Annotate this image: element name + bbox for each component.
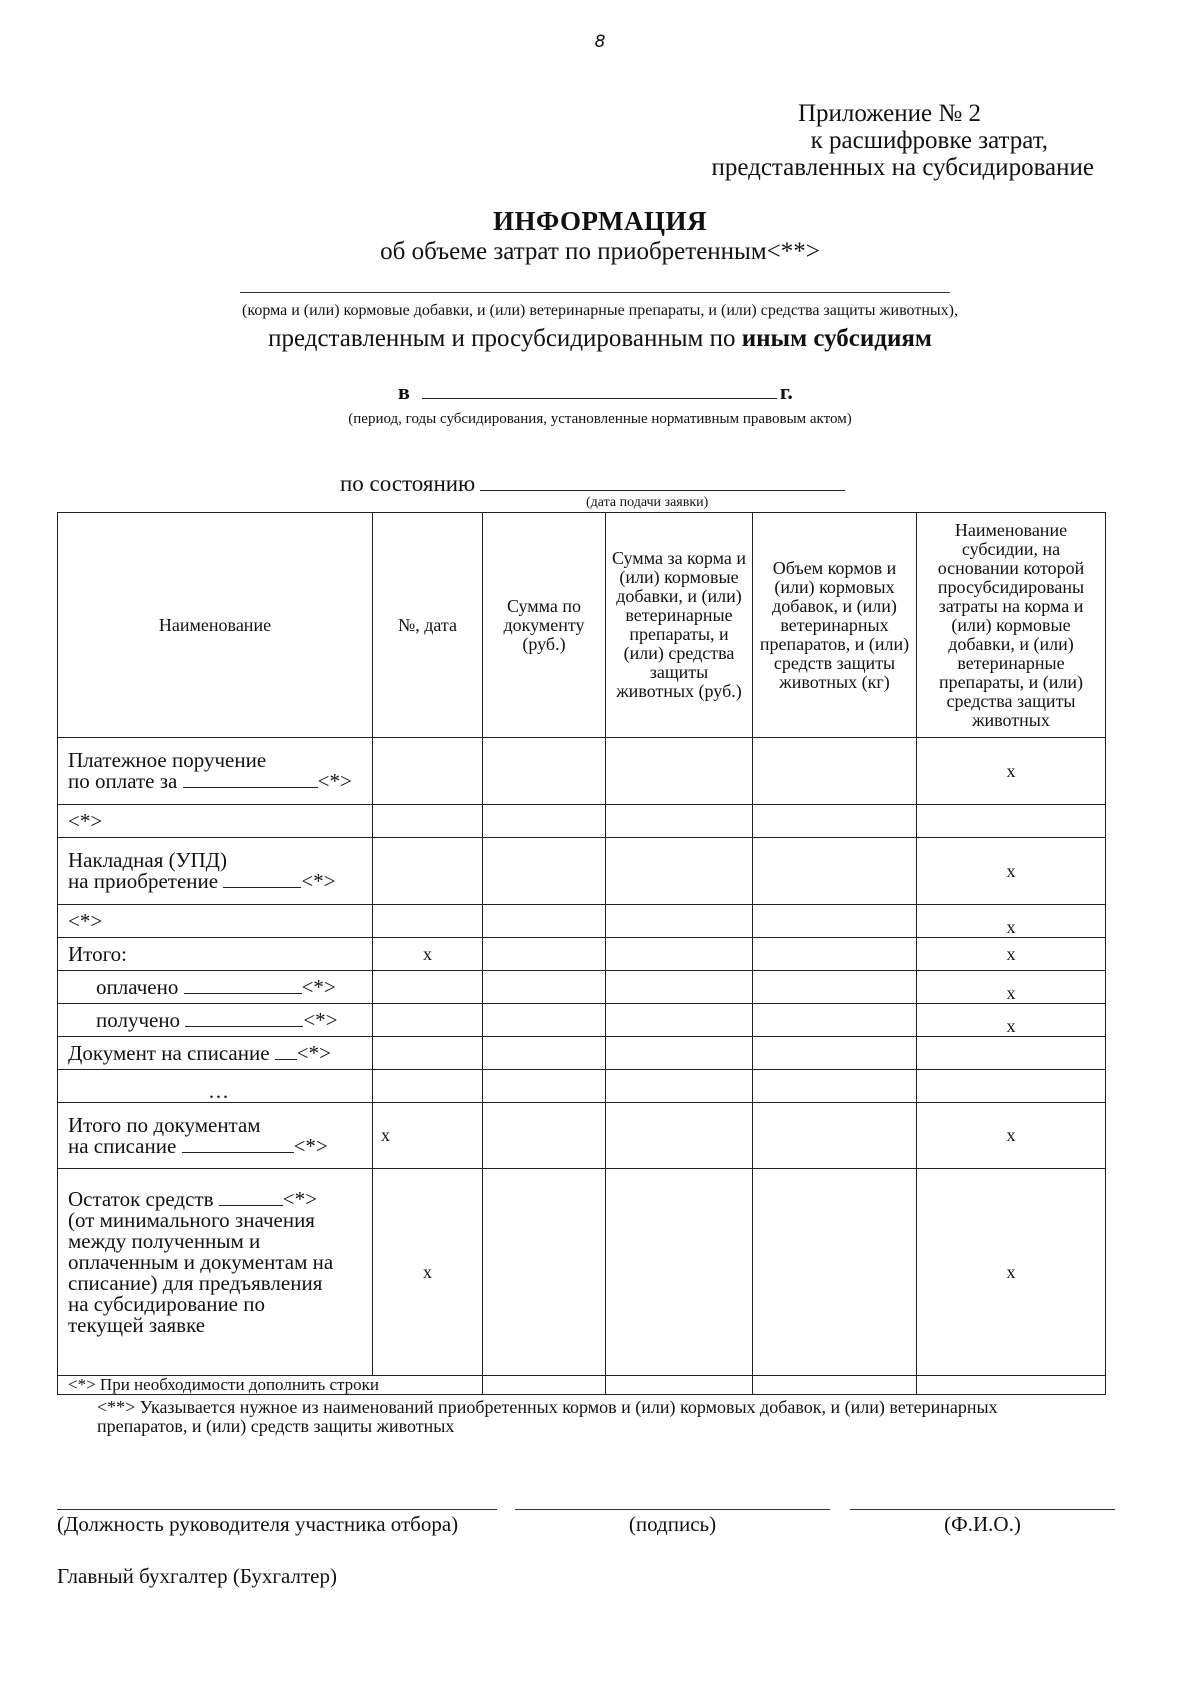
payment-fill-line [183, 771, 318, 788]
cell-input[interactable] [606, 1169, 753, 1376]
cell-input[interactable] [606, 1070, 753, 1103]
position-signature-line [57, 1509, 497, 1510]
total-writeoff-fill-line [182, 1136, 294, 1153]
document-title: ИНФОРМАЦИЯ [493, 206, 707, 236]
cell-input[interactable] [483, 1004, 606, 1037]
payment-line-1: Платежное поручение [68, 748, 267, 772]
appendix-line-2: к расшифровке затрат, [810, 127, 1048, 154]
table-row [58, 805, 1106, 838]
cell-input[interactable] [373, 738, 483, 805]
invoice-fill-line [223, 871, 301, 888]
date-note: (дата подачи заявки) [586, 495, 709, 510]
invoice-line-1: Накладная (УПД) [68, 848, 227, 872]
paid-fill-line [184, 977, 302, 994]
cell-input[interactable] [373, 1004, 483, 1037]
header-subsidy-name: Наименование субсидии, на основании которой просубсидированы затраты на корма и (или) кормовые добавки, и (или) ветеринарные препараты, и (или) средства защиты животных [917, 513, 1106, 738]
received-label: получено [96, 1007, 181, 1032]
cell-input[interactable] [373, 905, 483, 938]
chief-accountant-label: Главный бухгалтер (Бухгалтер) [57, 1564, 337, 1588]
signature-label: (подпись) [628, 1512, 717, 1536]
cell-x: x [917, 838, 1106, 905]
cell-input[interactable] [753, 1070, 917, 1103]
row-label-received [58, 1004, 373, 1037]
table-row [58, 738, 1106, 805]
cell-x: x [373, 1169, 483, 1376]
row-label-writeoff [58, 1037, 373, 1070]
total-writeoff-line-2: на списание [68, 1133, 177, 1158]
table-row [58, 938, 1106, 971]
cell-x: x [373, 1103, 483, 1169]
footnote-double-star: <**> Указывается нужное из наименований приобретенных кормов и (или) кормовых добавок, и (или) ветеринарных препаратов, и (или) средств защиты животных [97, 1397, 998, 1436]
cell-x: x [373, 938, 483, 971]
expense-table [57, 512, 1106, 1395]
cell-input[interactable] [483, 838, 606, 905]
cell-input[interactable] [373, 971, 483, 1004]
name-signature-line [850, 1509, 1115, 1510]
period-prefix: в [398, 379, 410, 404]
appendix-heading [711, 100, 1094, 181]
cell-x: x [917, 938, 1106, 971]
cell-input[interactable] [753, 1004, 917, 1037]
cell-input[interactable] [606, 1103, 753, 1169]
cell-input[interactable] [606, 1004, 753, 1037]
table-footnote-row [58, 1376, 1106, 1395]
cell-input[interactable] [483, 971, 606, 1004]
paid-star: <*> [301, 974, 336, 999]
cell-input[interactable] [483, 905, 606, 938]
table-row [58, 1070, 1106, 1103]
products-fill-line [240, 292, 950, 293]
balance-line-1: Остаток средств [68, 1187, 214, 1211]
cell-input[interactable] [606, 971, 753, 1004]
cell-input[interactable] [606, 905, 753, 938]
cell-input[interactable] [606, 838, 753, 905]
cell-input[interactable] [753, 938, 917, 971]
period-suffix: г. [779, 379, 793, 404]
row-label-star: <*> [58, 905, 373, 938]
cell-input[interactable] [606, 1037, 753, 1070]
table-header-row [58, 513, 1106, 738]
cell-x: x [917, 971, 1106, 1004]
writeoff-label: Документ на списание [68, 1040, 270, 1065]
period-fill-line [422, 376, 777, 399]
page-number: 8 [594, 32, 606, 52]
table-row [58, 1103, 1106, 1169]
cell-input[interactable] [753, 971, 917, 1004]
invoice-star: <*> [301, 869, 336, 893]
row-label-star: <*> [58, 805, 373, 838]
header-name: Наименование [58, 513, 373, 738]
table-row [58, 971, 1106, 1004]
cell-input[interactable] [753, 738, 917, 805]
name-label: (Ф.И.О.) [944, 1512, 1021, 1536]
row-label-ellipsis: … [58, 1070, 373, 1103]
appendix-line-1: Приложение № 2 [797, 100, 981, 127]
date-fill-line [480, 470, 845, 491]
table-row [58, 838, 1106, 905]
total-writeoff-star: <*> [293, 1133, 328, 1158]
row-label-invoice [58, 838, 373, 905]
payment-star: <*> [317, 769, 352, 793]
cell-x: x [917, 738, 1106, 805]
balance-description: (от минимального значения между полученным и оплаченным и документам на списание) для предъявления на субсидирование по текущей заявке [68, 1208, 334, 1337]
cell-input[interactable] [917, 805, 1106, 838]
cell-input[interactable] [753, 905, 917, 938]
cell-input[interactable] [483, 938, 606, 971]
cell-x: x [917, 1169, 1106, 1376]
balance-fill-line [219, 1189, 283, 1206]
signature-line [515, 1509, 830, 1510]
header-feed-volume: Объем кормов и (или) кормовых добавок, и (или) ветеринарных препаратов, и (или) средств защиты животных (кг) [753, 513, 917, 738]
cell-input[interactable] [917, 1037, 1106, 1070]
cell-input[interactable] [483, 738, 606, 805]
row-label-balance [58, 1169, 373, 1376]
represented-bold: иным субсидиям [741, 325, 932, 352]
invoice-line-2: на приобретение [68, 869, 219, 893]
row-label-paid [58, 971, 373, 1004]
table-footnote: <*> При необходимости дополнить строки [58, 1376, 483, 1395]
writeoff-fill-line [275, 1043, 297, 1060]
header-number-date: №, дата [373, 513, 483, 738]
appendix-line-3: представленных на субсидирование [711, 154, 1094, 181]
row-label-payment [58, 738, 373, 805]
table-row [58, 1169, 1106, 1376]
represented-line [0, 325, 1200, 353]
state-row [340, 470, 845, 497]
cell-input[interactable] [753, 805, 917, 838]
cell-input[interactable] [483, 1103, 606, 1169]
cell-input[interactable] [483, 1037, 606, 1070]
cell-input[interactable] [606, 805, 753, 838]
document-subtitle: об объеме затрат по приобретенным<**> [380, 238, 820, 265]
position-label: (Должность руководителя участника отбора) [57, 1512, 459, 1536]
table-row [58, 905, 1106, 938]
period-note: (период, годы субсидирования, установленные нормативным правовым актом) [348, 411, 852, 427]
cell-input[interactable] [483, 805, 606, 838]
cell-input[interactable] [483, 1070, 606, 1103]
balance-star: <*> [282, 1187, 317, 1211]
cell-input[interactable] [606, 938, 753, 971]
paid-label: оплачено [96, 974, 179, 999]
cell-input[interactable] [606, 738, 753, 805]
cell-input[interactable] [753, 1037, 917, 1070]
products-note: (корма и (или) кормовые добавки, и (или) ветеринарные препараты, и (или) средства защиты животных), [242, 302, 958, 319]
writeoff-star: <*> [296, 1040, 331, 1065]
header-feed-sum: Сумма за корма и (или) кормовые добавки, и (или) ветеринарные препараты, и (или) средства защиты животных (руб.) [606, 513, 753, 738]
cell-input[interactable] [373, 838, 483, 905]
total-writeoff-line-1: Итого по документам [68, 1112, 261, 1137]
cell-input[interactable] [917, 1070, 1106, 1103]
period-row [398, 376, 793, 405]
row-label-total-writeoff [58, 1103, 373, 1169]
cell-input[interactable] [753, 838, 917, 905]
cell-input[interactable] [373, 1037, 483, 1070]
cell-x: x [917, 1103, 1106, 1169]
cell-x: x [917, 1004, 1106, 1037]
table-row [58, 1037, 1106, 1070]
cell-input[interactable] [373, 805, 483, 838]
cell-input[interactable] [753, 1169, 917, 1376]
represented-text: представленным и просубсидированным по [268, 325, 742, 352]
received-star: <*> [303, 1007, 338, 1032]
cell-input[interactable] [483, 1169, 606, 1376]
cell-input[interactable] [753, 1103, 917, 1169]
header-doc-sum: Сумма по документу (руб.) [483, 513, 606, 738]
row-label-total: Итого: [58, 938, 373, 971]
cell-input[interactable] [373, 1070, 483, 1103]
received-fill-line [185, 1010, 303, 1027]
payment-line-2: по оплате за [68, 769, 178, 793]
state-label: по состоянию [340, 471, 476, 496]
table-row [58, 1004, 1106, 1037]
cell-x: x [917, 905, 1106, 938]
